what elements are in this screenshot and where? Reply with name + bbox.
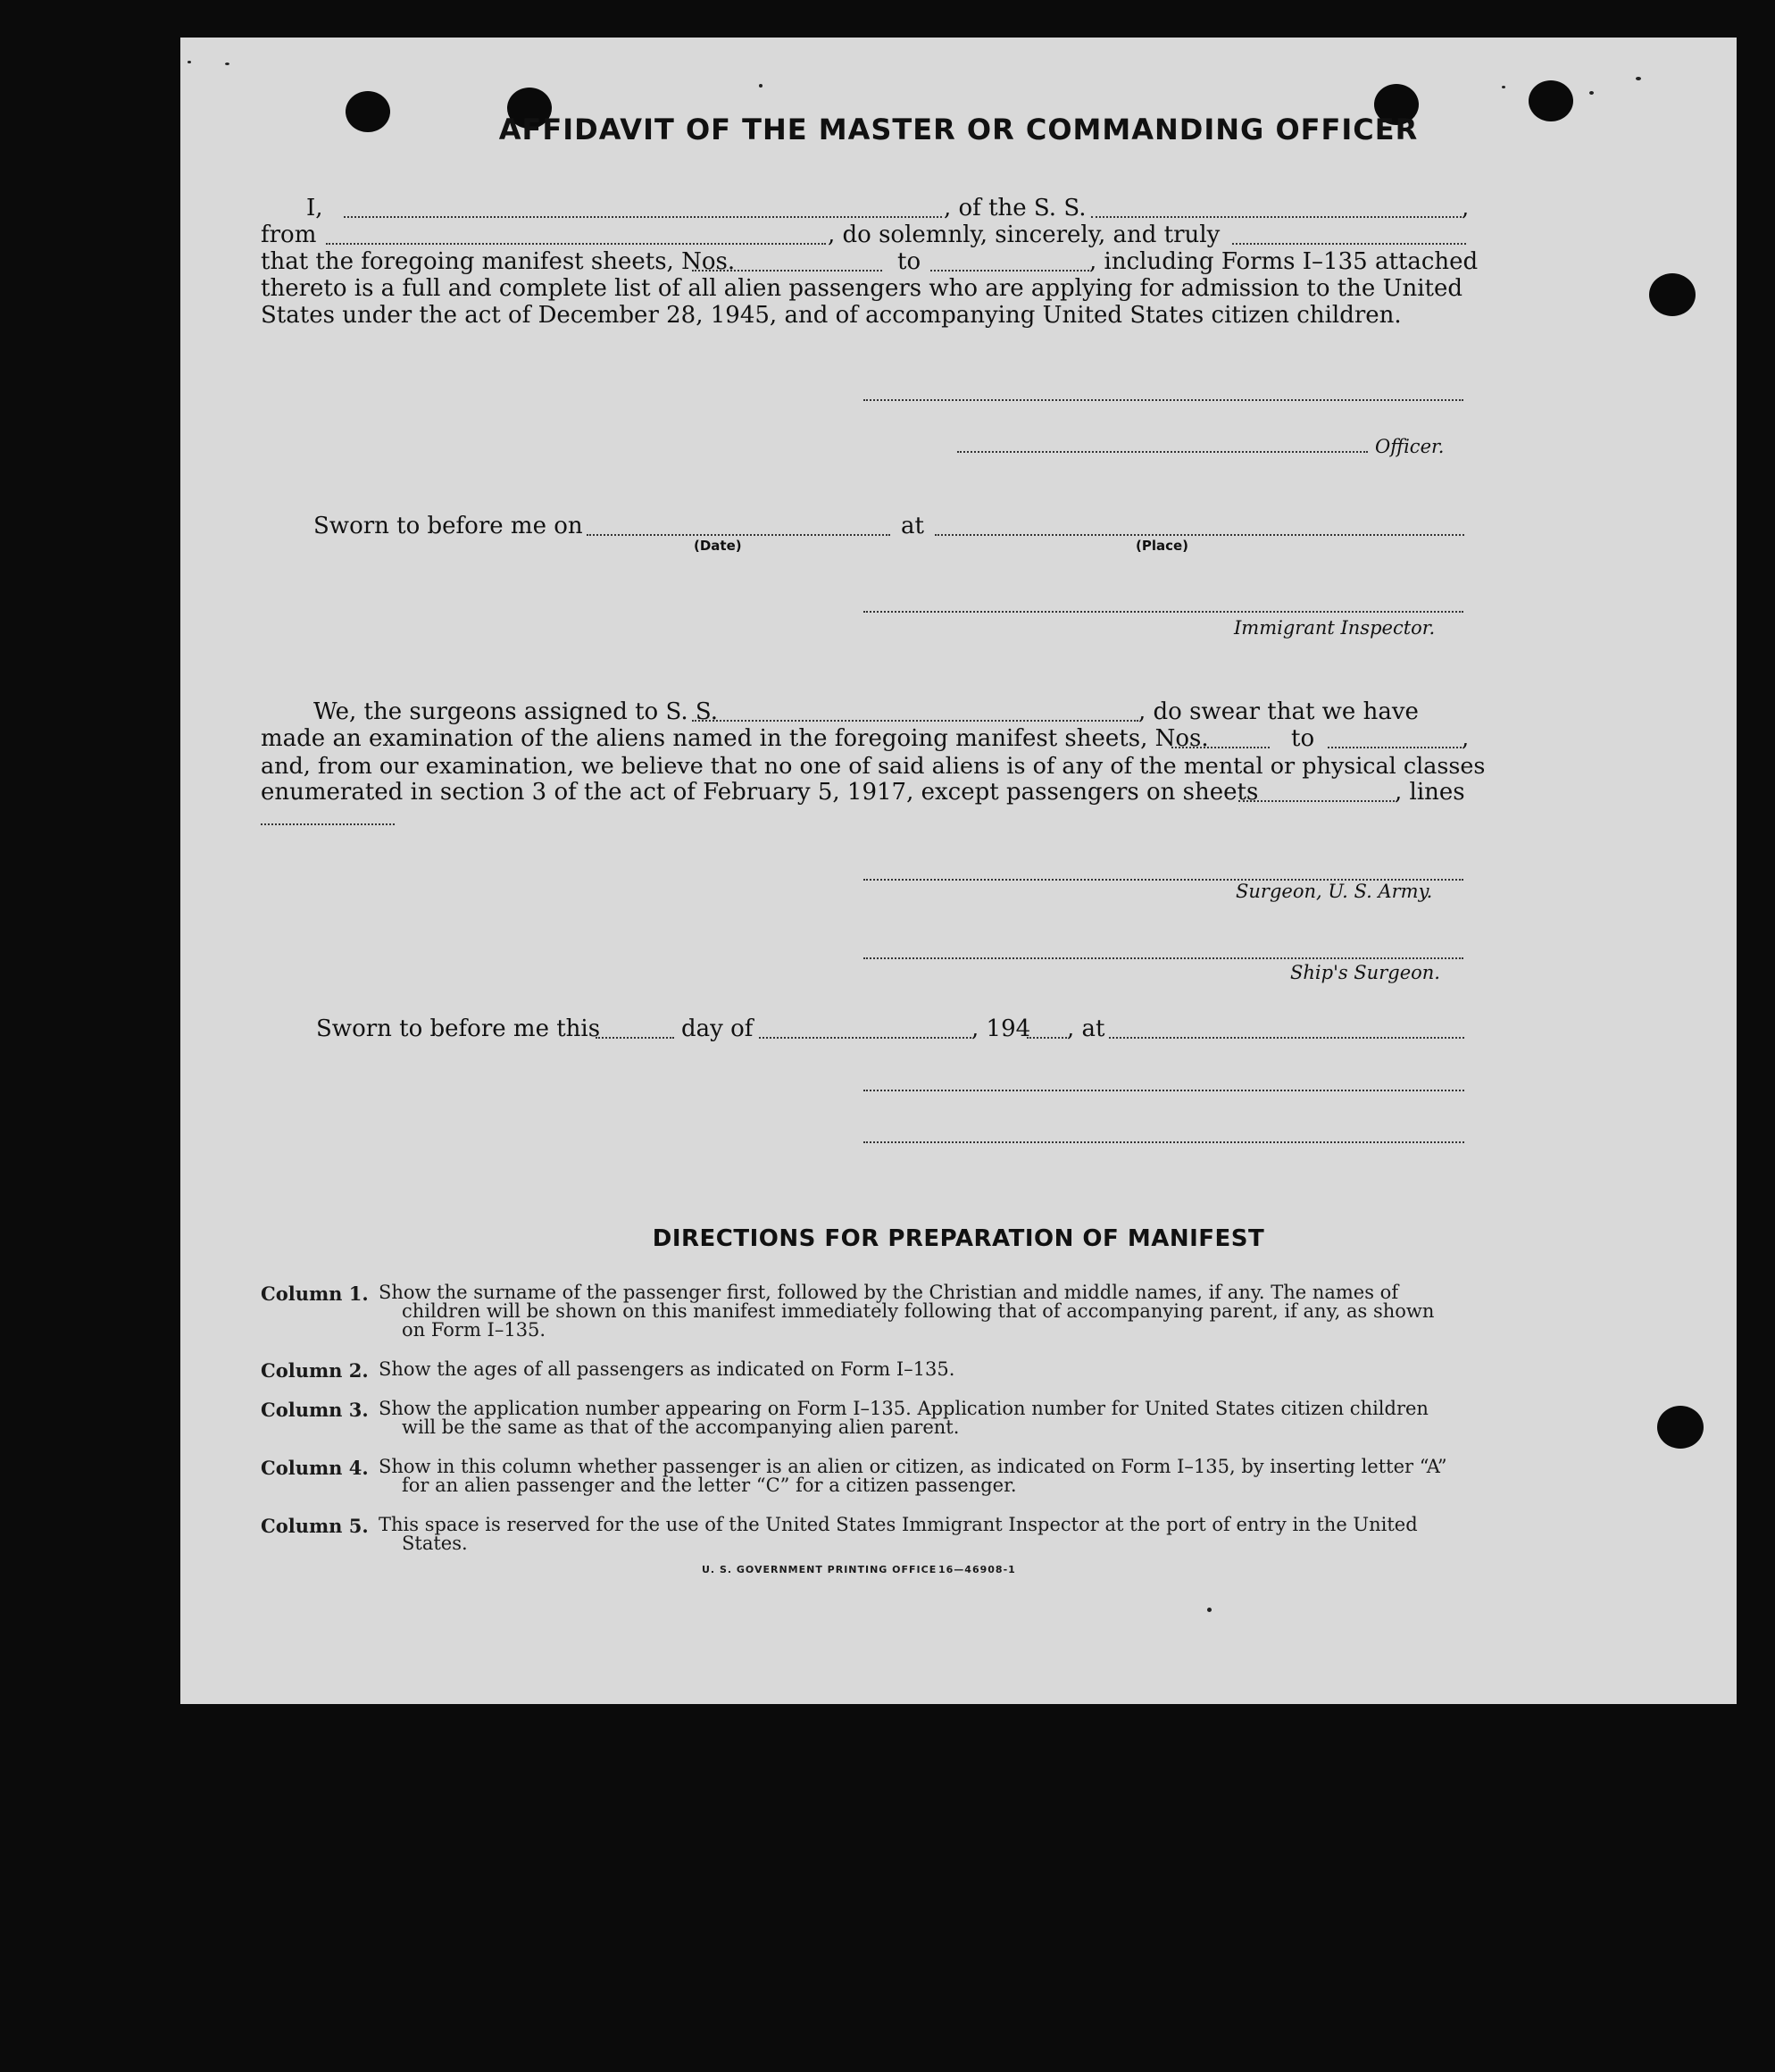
sworn2-at-label: , at	[1067, 1015, 1105, 1042]
immigrant-inspector-signature-line[interactable]	[863, 611, 1463, 613]
sworn-date-field[interactable]	[587, 534, 890, 536]
speck	[1589, 91, 1594, 95]
sworn-year-field[interactable]	[1027, 1037, 1067, 1039]
place-caption: (Place)	[1136, 538, 1189, 554]
surgeons-line-2c: ,	[1462, 725, 1470, 752]
affidavit-line-5: States under the act of December 28, 1945, and of accompanying United States citizen children.	[261, 302, 1402, 329]
column-1-text	[379, 1283, 1477, 1340]
speck	[188, 61, 191, 63]
sworn-place-field[interactable]	[935, 534, 1464, 536]
date-caption: (Date)	[694, 538, 742, 554]
army-surgeon-caption: Surgeon, U. S. Army.	[1236, 881, 1433, 902]
sworn-day-field[interactable]	[596, 1037, 674, 1039]
surgeons-sheet-to-field[interactable]	[1328, 747, 1462, 748]
affirmation-field[interactable]	[1232, 243, 1466, 245]
punch-hole	[1649, 273, 1696, 316]
including-text: , including Forms I–135 attached	[1089, 248, 1479, 275]
column-1-line-1: Show the surname of the passenger first, followed by the Christian and middle names, if any. The names of	[379, 1282, 1399, 1303]
speck	[1502, 86, 1505, 88]
surgeons-ship-field[interactable]	[692, 720, 1138, 722]
speck	[759, 84, 762, 88]
sworn-on-label: Sworn to before me on	[313, 513, 583, 539]
affidavit-line-4: thereto is a full and complete list of all alien passengers who are applying for admission to the United	[261, 275, 1463, 302]
sworn2-signature-line-2[interactable]	[863, 1141, 1464, 1143]
surgeons-sheet-from-field[interactable]	[1171, 747, 1270, 748]
to-label: to	[897, 248, 921, 275]
of-ss-label: , of the S. S.	[944, 195, 1087, 221]
column-4-label: Column 4.	[261, 1457, 369, 1479]
column-3-line-1: Show the application number appearing on Form I–135. Application number for United States citizen children	[379, 1398, 1429, 1419]
column-3-line-2: will be the same as that of the accompanying alien parent.	[402, 1416, 960, 1438]
solemnly-text: , do solemnly, sincerely, and truly	[828, 221, 1221, 248]
column-4-text	[379, 1458, 1477, 1495]
column-5-line-2: States.	[402, 1533, 468, 1554]
column-5-text	[379, 1516, 1477, 1553]
surgeons-line-1b: , do swear that we have	[1138, 698, 1419, 725]
except-sheets-field[interactable]	[1238, 800, 1395, 802]
speck	[225, 63, 229, 65]
column-5-line-1: This space is reserved for the use of the United States Immigrant Inspector at the port of entry in the United	[379, 1514, 1418, 1535]
sworn-this-label: Sworn to before me this	[316, 1015, 601, 1042]
i-label: I,	[306, 195, 323, 221]
manifest-nos-text: that the foregoing manifest sheets, Nos.	[261, 248, 736, 275]
day-of-label: day of	[681, 1015, 754, 1042]
affidavit-title: AFFIDAVIT OF THE MASTER OR COMMANDING OFFICER	[498, 113, 1419, 146]
column-5-label: Column 5.	[261, 1515, 369, 1537]
surgeons-to-label: to	[1291, 725, 1315, 752]
officer-signature-line[interactable]	[957, 451, 1368, 453]
trailing-comma: ,	[1462, 195, 1470, 221]
column-3-label: Column 3.	[261, 1399, 369, 1421]
column-4-line-2: for an alien passenger and the letter “C” for a citizen passenger.	[402, 1475, 1017, 1496]
sworn-month-field[interactable]	[759, 1037, 971, 1039]
column-2-line-1: Show the ages of all passengers as indicated on Form I–135.	[379, 1358, 955, 1380]
directions-title: DIRECTIONS FOR PREPARATION OF MANIFEST	[652, 1225, 1265, 1252]
surgeons-line-4b: , lines	[1395, 779, 1465, 806]
surgeons-line-1a: We, the surgeons assigned to S. S.	[313, 698, 719, 725]
sworn2-signature-line-1[interactable]	[863, 1090, 1464, 1091]
surgeons-line-3: and, from our examination, we believe that no one of said aliens is of any of the mental or physical classes	[261, 752, 1486, 779]
ships-surgeon-signature-line[interactable]	[863, 957, 1463, 959]
printer-imprint: U. S. GOVERNMENT PRINTING OFFICE	[702, 1564, 938, 1575]
column-1-line-3: on Form I–135.	[402, 1319, 546, 1341]
speck	[1636, 77, 1641, 80]
speck	[1207, 1608, 1212, 1612]
punch-hole	[1657, 1406, 1704, 1449]
year-label: , 194	[971, 1015, 1031, 1042]
officer-caption: Officer.	[1375, 436, 1445, 457]
except-lines-field[interactable]	[261, 823, 395, 825]
ships-surgeon-caption: Ship's Surgeon.	[1290, 962, 1440, 983]
surgeons-line-2a: made an examination of the aliens named in the foregoing manifest sheets, Nos.	[261, 725, 1209, 752]
form-code: 16—46908-1	[938, 1564, 1016, 1575]
master-signature-line[interactable]	[863, 399, 1463, 401]
sheet-to-field[interactable]	[930, 270, 1089, 272]
from-label: from	[261, 221, 317, 248]
column-1-line-2: children will be shown on this manifest immediately following that of accompanying parent, if any, as shown	[402, 1300, 1435, 1322]
surgeons-line-4a: enumerated in section 3 of the act of February 5, 1917, except passengers on sheets	[261, 779, 1259, 806]
sworn-at-label: at	[901, 513, 924, 539]
column-1-label: Column 1.	[261, 1282, 369, 1305]
port-from-field[interactable]	[326, 243, 826, 245]
column-2-label: Column 2.	[261, 1359, 369, 1382]
master-name-field[interactable]	[344, 216, 942, 218]
column-3-text	[379, 1399, 1477, 1437]
sheet-from-field[interactable]	[692, 270, 882, 272]
sworn2-place-field[interactable]	[1109, 1037, 1464, 1039]
manifest-reverse-sheet	[180, 38, 1737, 1704]
immigrant-inspector-caption: Immigrant Inspector.	[1234, 617, 1436, 639]
ship-name-field[interactable]	[1091, 216, 1462, 218]
column-4-line-1: Show in this column whether passenger is an alien or citizen, as indicated on Form I–135, by inserting letter “A”	[379, 1456, 1447, 1477]
column-2-text	[379, 1360, 1477, 1379]
